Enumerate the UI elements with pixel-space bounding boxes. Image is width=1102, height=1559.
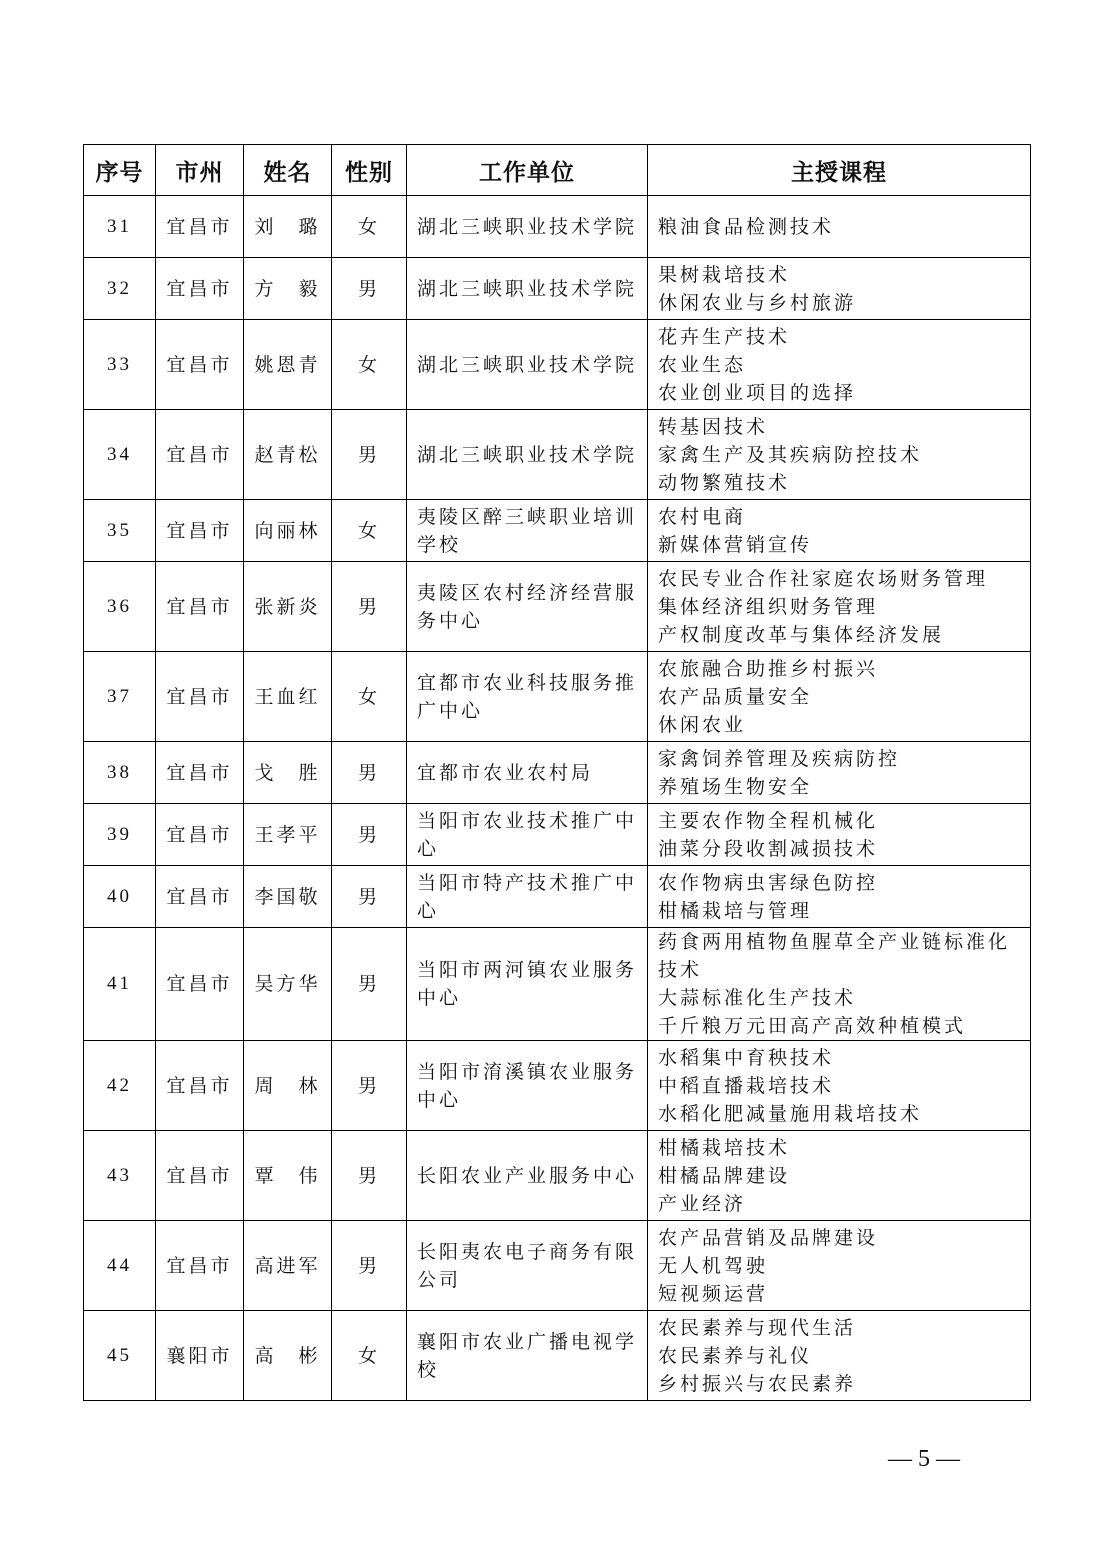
row-work-unit: 宜都市农业农村局 [407,742,648,804]
row-name: 高 彬 [244,1311,332,1401]
row-city: 襄阳市 [156,1311,244,1401]
row-courses [648,320,1031,410]
row-work-unit: 当阳市特产技术推广中心 [407,866,648,928]
row-name: 周 林 [244,1041,332,1131]
header-city: 市州 [156,145,244,196]
course-item: 产权制度改革与集体经济发展 [658,623,945,646]
row-work-unit: 当阳市两河镇农业服务中心 [407,928,648,1041]
row-serial-no: 41 [84,928,156,1041]
row-name: 李国敬 [244,866,332,928]
table-header-row [84,145,1031,196]
course-item: 农产品质量安全 [658,685,813,708]
row-gender: 女 [332,1311,407,1401]
course-item: 农业创业项目的选择 [658,381,857,404]
row-courses [648,196,1031,258]
row-courses [648,258,1031,320]
row-city: 宜昌市 [156,500,244,562]
row-gender: 男 [332,258,407,320]
table-body [84,196,1031,1401]
table-row [84,196,1031,258]
course-item: 中稻直播栽培技术 [658,1074,835,1097]
row-name: 吴方华 [244,928,332,1041]
header-name: 姓名 [244,145,332,196]
row-name: 戈 胜 [244,742,332,804]
table-row [84,410,1031,500]
row-courses [648,928,1031,1041]
row-name: 覃 伟 [244,1131,332,1221]
row-city: 宜昌市 [156,562,244,652]
header-gender: 性别 [332,145,407,196]
course-item: 柑橘栽培技术 [658,1136,791,1159]
table-row [84,1311,1031,1401]
table-row [84,928,1031,1041]
row-serial-no: 42 [84,1041,156,1131]
course-item: 转基因技术 [658,415,769,438]
row-serial-no: 40 [84,866,156,928]
course-item: 农旅融合助推乡村振兴 [658,657,879,680]
row-work-unit: 湖北三峡职业技术学院 [407,196,648,258]
row-work-unit: 当阳市淯溪镇农业服务中心 [407,1041,648,1131]
course-item: 农村电商 [658,505,747,528]
row-name: 赵青松 [244,410,332,500]
table-row [84,804,1031,866]
row-serial-no: 36 [84,562,156,652]
course-item: 无人机驾驶 [658,1254,769,1277]
row-courses [648,562,1031,652]
row-work-unit: 当阳市农业技术推广中心 [407,804,648,866]
course-item: 农业生态 [658,353,747,376]
course-item: 水稻化肥减量施用栽培技术 [658,1102,923,1125]
row-serial-no: 31 [84,196,156,258]
course-item: 农产品营销及品牌建设 [658,1226,879,1249]
header-work-unit: 工作单位 [407,145,648,196]
table-row [84,1131,1031,1221]
row-gender: 男 [332,1041,407,1131]
course-item: 花卉生产技术 [658,325,791,348]
row-name: 张新炎 [244,562,332,652]
table-row [84,320,1031,410]
row-work-unit: 宜都市农业科技服务推广中心 [407,652,648,742]
row-gender: 男 [332,804,407,866]
course-item: 千斤粮万元田高产高效种植模式 [658,1015,967,1037]
row-work-unit: 夷陵区农村经济经营服务中心 [407,562,648,652]
row-courses [648,1221,1031,1311]
row-gender: 女 [332,500,407,562]
row-city: 宜昌市 [156,1221,244,1311]
row-courses [648,1041,1031,1131]
header-main-courses: 主授课程 [648,145,1031,196]
row-serial-no: 43 [84,1131,156,1221]
row-city: 宜昌市 [156,320,244,410]
table-row [84,1221,1031,1311]
row-serial-no: 45 [84,1311,156,1401]
row-serial-no: 33 [84,320,156,410]
row-city: 宜昌市 [156,258,244,320]
row-courses [648,410,1031,500]
row-gender: 男 [332,1221,407,1311]
row-city: 宜昌市 [156,742,244,804]
row-gender: 男 [332,928,407,1041]
course-item: 动物繁殖技术 [658,471,791,494]
course-item: 药食两用植物鱼腥草全产业链标准化技术 [658,931,1011,981]
row-work-unit: 长阳农业产业服务中心 [407,1131,648,1221]
row-name: 刘 璐 [244,196,332,258]
row-courses [648,804,1031,866]
course-item: 农民专业合作社家庭农场财务管理 [658,567,989,590]
course-item: 休闲农业与乡村旅游 [658,291,857,314]
course-item: 果树栽培技术 [658,263,791,286]
row-city: 宜昌市 [156,866,244,928]
row-city: 宜昌市 [156,1131,244,1221]
table-row [84,500,1031,562]
course-item: 粮油食品检测技术 [658,215,835,238]
row-courses [648,500,1031,562]
page-number: — 5 — [888,1446,960,1472]
row-serial-no: 38 [84,742,156,804]
course-item: 乡村振兴与农民素养 [658,1372,857,1395]
course-item: 柑橘栽培与管理 [658,899,813,922]
row-work-unit: 襄阳市农业广播电视学校 [407,1311,648,1401]
course-item: 家禽生产及其疾病防控技术 [658,443,923,466]
row-courses [648,652,1031,742]
course-item: 水稻集中育秧技术 [658,1046,835,1069]
row-name: 向丽林 [244,500,332,562]
row-city: 宜昌市 [156,410,244,500]
teacher-roster-table [83,144,1031,1401]
course-item: 休闲农业 [658,713,747,736]
course-item: 集体经济组织财务管理 [658,595,879,618]
table-row [84,866,1031,928]
course-item: 家禽饲养管理及疾病防控 [658,747,901,770]
row-courses [648,1311,1031,1401]
row-work-unit: 湖北三峡职业技术学院 [407,410,648,500]
row-gender: 男 [332,410,407,500]
row-serial-no: 39 [84,804,156,866]
table-row [84,652,1031,742]
row-serial-no: 37 [84,652,156,742]
row-gender: 女 [332,320,407,410]
course-item: 主要农作物全程机械化 [658,809,879,832]
table-row [84,742,1031,804]
row-courses [648,866,1031,928]
row-work-unit: 长阳夷农电子商务有限公司 [407,1221,648,1311]
course-item: 大蒜标准化生产技术 [658,987,857,1009]
row-gender: 女 [332,196,407,258]
course-item: 新媒体营销宣传 [658,533,813,556]
row-serial-no: 32 [84,258,156,320]
row-work-unit: 湖北三峡职业技术学院 [407,320,648,410]
course-item: 短视频运营 [658,1282,769,1305]
row-city: 宜昌市 [156,928,244,1041]
row-gender: 女 [332,652,407,742]
table-row [84,258,1031,320]
course-item: 油菜分段收割减损技术 [658,837,879,860]
row-gender: 男 [332,742,407,804]
row-city: 宜昌市 [156,1041,244,1131]
header-serial-no: 序号 [84,145,156,196]
row-serial-no: 44 [84,1221,156,1311]
table-row [84,1041,1031,1131]
row-gender: 男 [332,866,407,928]
row-work-unit: 夷陵区醉三峡职业培训学校 [407,500,648,562]
row-gender: 男 [332,1131,407,1221]
row-city: 宜昌市 [156,652,244,742]
row-courses [648,1131,1031,1221]
row-name: 王孝平 [244,804,332,866]
row-work-unit: 湖北三峡职业技术学院 [407,258,648,320]
course-item: 养殖场生物安全 [658,775,813,798]
course-item: 产业经济 [658,1192,747,1215]
row-city: 宜昌市 [156,804,244,866]
course-item: 农民素养与礼仪 [658,1344,813,1367]
row-courses [648,742,1031,804]
course-item: 农民素养与现代生活 [658,1316,857,1339]
course-item: 农作物病虫害绿色防控 [658,871,879,894]
row-city: 宜昌市 [156,196,244,258]
row-name: 方 毅 [244,258,332,320]
course-item: 柑橘品牌建设 [658,1164,791,1187]
row-name: 高进军 [244,1221,332,1311]
row-name: 王血红 [244,652,332,742]
row-name: 姚恩青 [244,320,332,410]
table-row [84,562,1031,652]
row-serial-no: 35 [84,500,156,562]
row-gender: 男 [332,562,407,652]
row-serial-no: 34 [84,410,156,500]
